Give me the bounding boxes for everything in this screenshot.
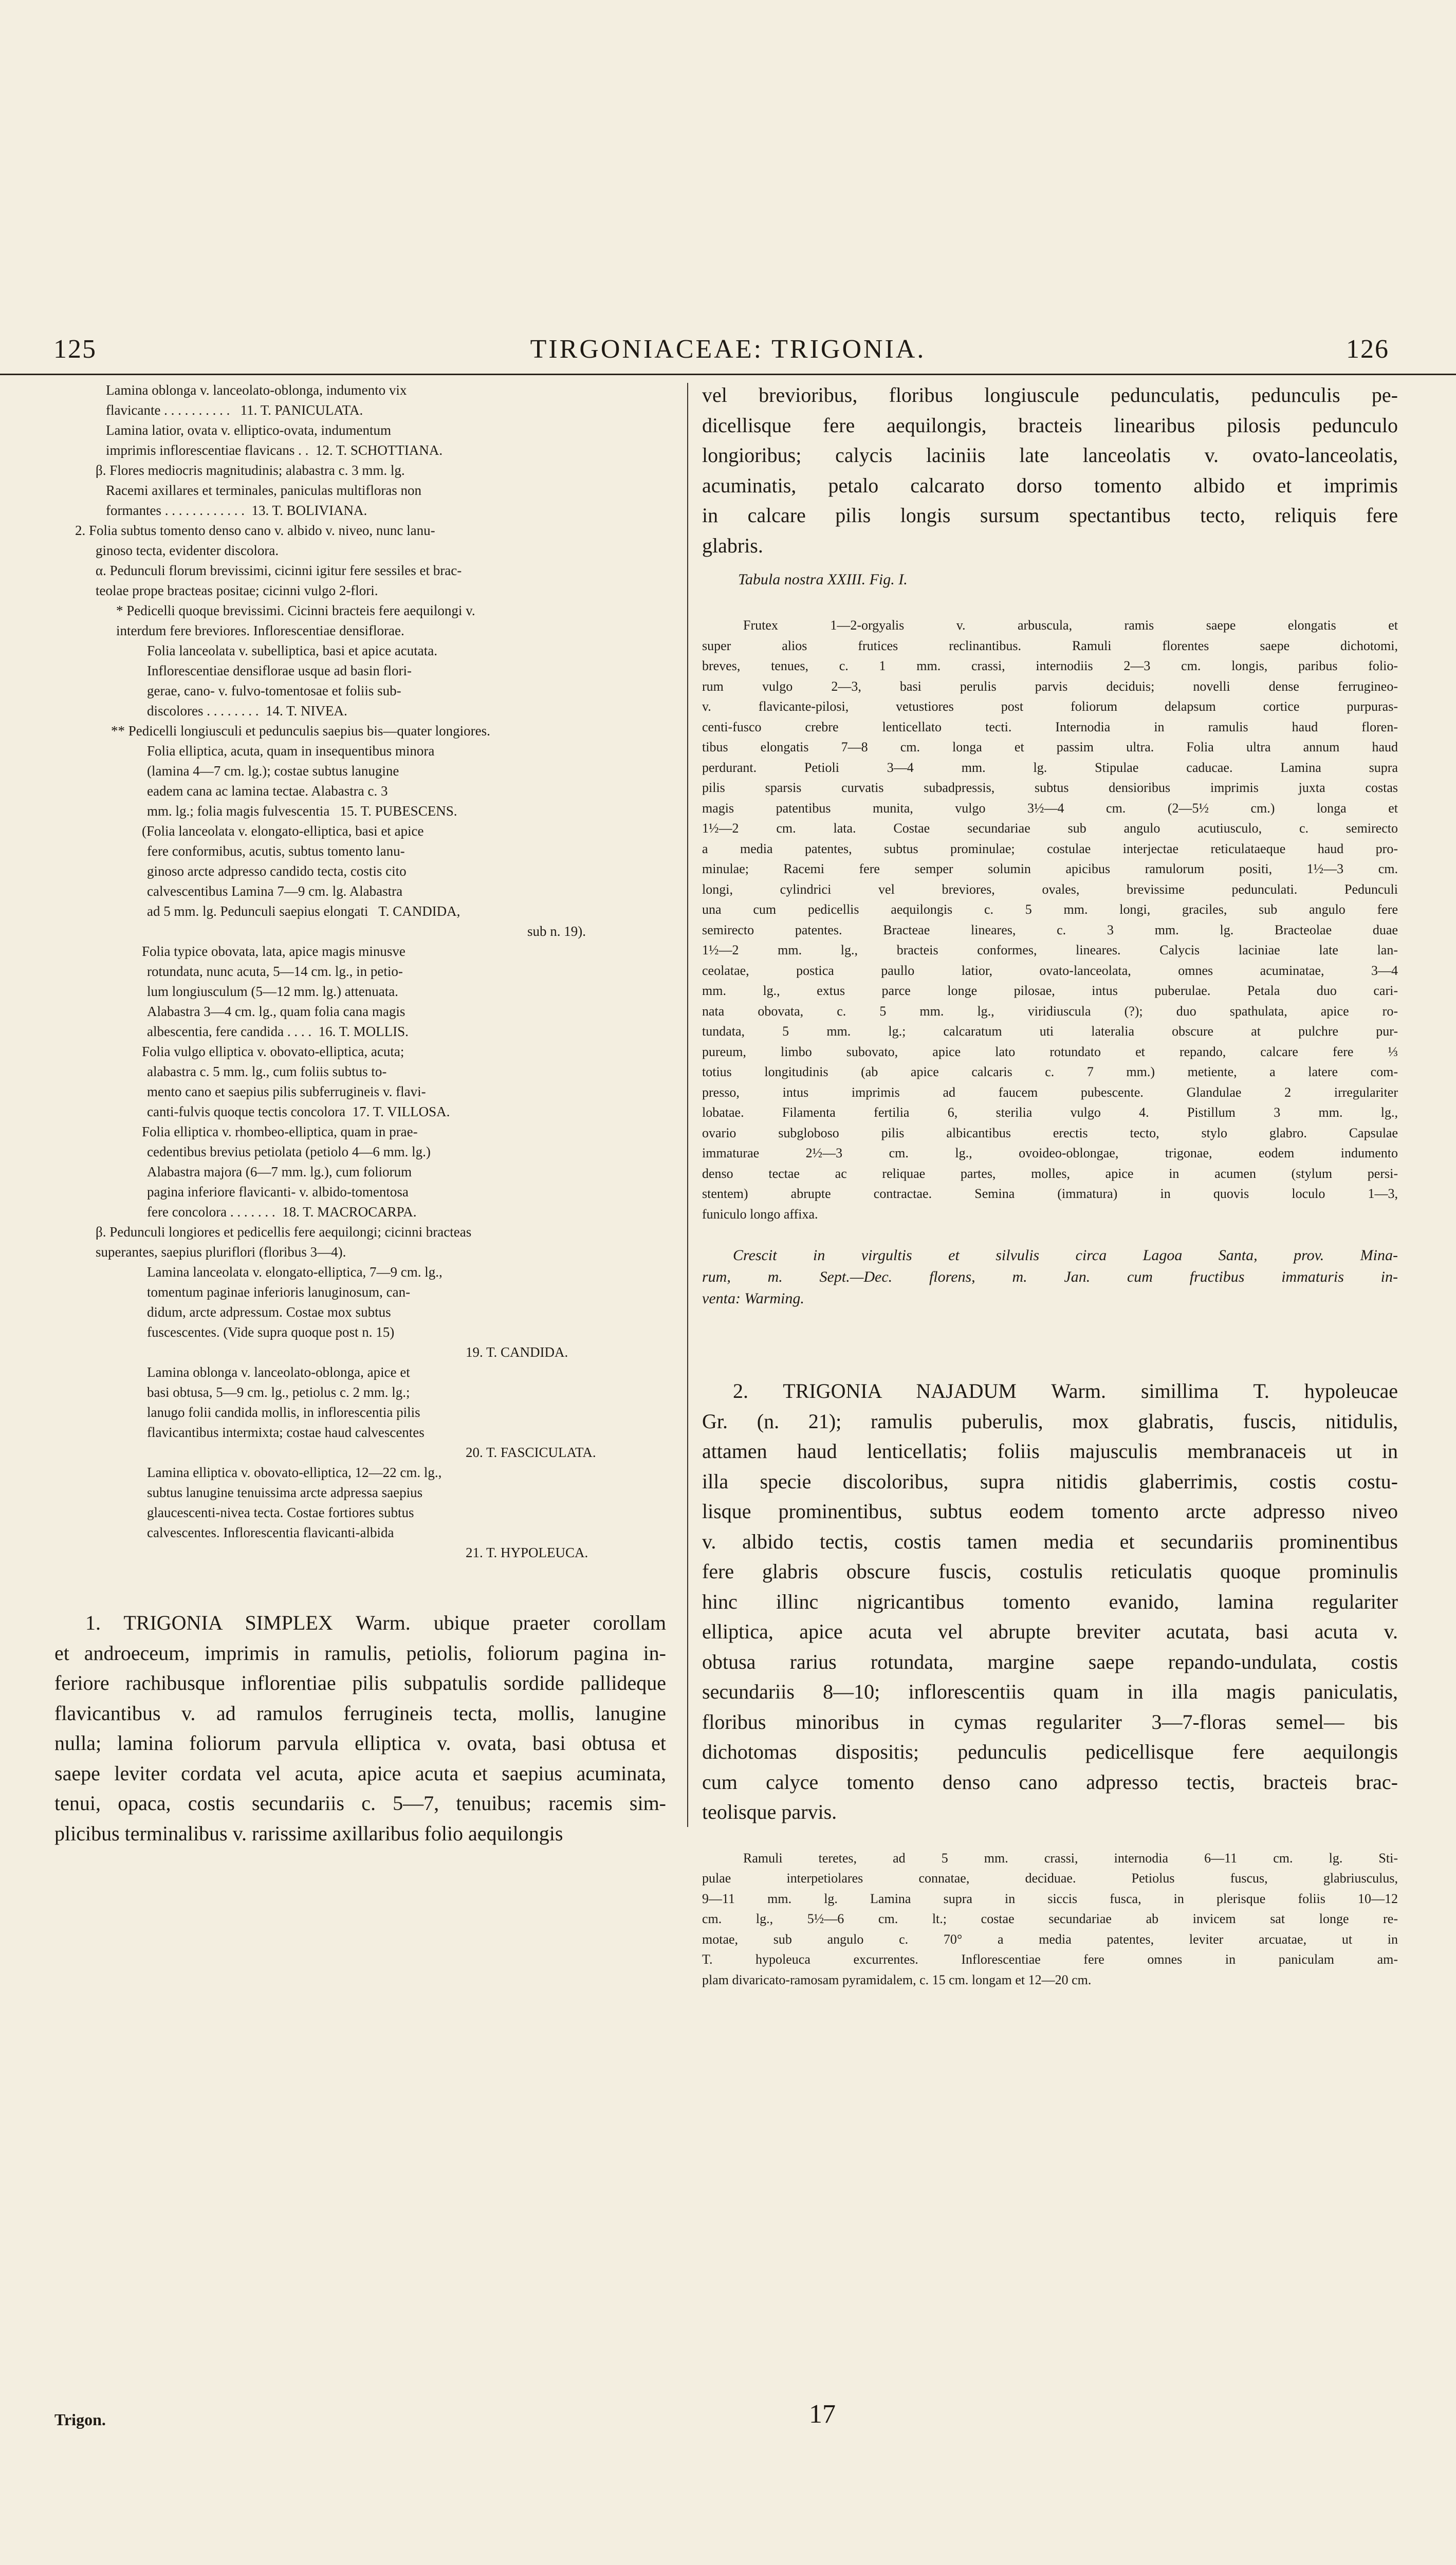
running-title: TIRGONIACEAE: TRIGONIA. <box>530 335 926 364</box>
text-line: ceolatae, postica paullo latior, ovato-lanceolata, omnes acuminatae, 3—4 <box>702 963 1398 978</box>
key-line: β. Pedunculi longiores et pedicellis fere aequilongi; cicinni bracteas <box>96 1224 472 1240</box>
key-line: superantes, saepius pluriflori (floribus 3—4). <box>96 1244 346 1260</box>
text-line: teolisque parvis. <box>702 1800 837 1823</box>
spacer <box>702 1224 1398 1245</box>
key-line: gerae, cano- v. fulvo-tomentosae et foliis sub- <box>147 683 401 698</box>
key-line: Lamina elliptica v. obovato-elliptica, 12—22 cm. lg., <box>147 1465 442 1480</box>
text-line: nulla; lamina foliorum parvula elliptica v. ovata, basi obtusa et <box>54 1731 666 1755</box>
text-line: 1½—2 mm. lg., bracteis conformes, lineares. Calycis laciniae late lan- <box>702 943 1398 957</box>
key-line: ginoso tecta, evidenter discolora. <box>96 543 279 558</box>
simplex-description <box>702 615 1398 1224</box>
text-line: v. albido tectis, costis tamen media et secundariis prominentibus <box>702 1529 1398 1553</box>
text-line: floribus minoribus in cymas regulariter 3—7-floras semel— bis <box>702 1710 1398 1733</box>
text-line: et androeceum, imprimis in ramulis, petiolis, foliorum pagina in- <box>54 1641 666 1665</box>
key-line: mento cano et saepius pilis subferrugineis v. flavi- <box>147 1084 426 1099</box>
text-line: una cum pedicellis aequilongis c. 5 mm. longi, graciles, sub angulo fere <box>702 902 1398 917</box>
key-line: Lamina oblonga v. lanceolato-oblonga, indumento vix <box>106 382 407 398</box>
key-line: interdum fere breviores. Inflorescentiae densiflorae. <box>116 623 404 638</box>
key-line: didum, arcte adpressum. Costae mox subtus <box>147 1304 391 1320</box>
key-line: flavicante . . . . . . . . . . 11. T. PANICULATA. <box>106 402 363 418</box>
text-line: v. flavicante-pilosi, vetustiores post foliorum delapsum cortice purpuras- <box>702 699 1398 714</box>
key-line: alabastra c. 5 mm. lg., cum foliis subtus to- <box>147 1064 387 1079</box>
key-line: 19. T. CANDIDA. <box>466 1344 568 1360</box>
text-line: centi-fusco crebre lenticellato tecti. Internodia in ramulis haud floren- <box>702 719 1398 734</box>
key-line: pagina inferiore flavicanti- v. albido-tomentosa <box>147 1184 409 1200</box>
key-line: fere conformibus, acutis, subtus tomento lanu- <box>147 843 405 859</box>
key-line: Folia elliptica, acuta, quam in insequentibus minora <box>147 743 435 759</box>
najadum-description <box>702 1848 1398 1990</box>
species-najadum-diagnosis <box>702 1376 1398 1828</box>
key-line: sub n. 19). <box>527 924 586 939</box>
text-line: ovario subgloboso pilis albicantibus erectis tecto, stylo glabro. Capsulae <box>702 1125 1398 1140</box>
habitat-note <box>702 1245 1398 1309</box>
key-line: flavicantibus intermixta; costae haud calvescentes <box>147 1425 425 1440</box>
key-line: lanugo folii candida mollis, in inflorescentia pilis <box>147 1405 420 1420</box>
text-line: feriore rachibusque inflorentiae pilis subpatulis sordide pallideque <box>54 1671 666 1694</box>
column-separator <box>687 383 688 1827</box>
text-line: magis patentibus munita, vulgo 3½—4 cm. (2—5½ cm.) longa et <box>702 800 1398 816</box>
right-column <box>702 380 1398 1990</box>
left-column <box>54 380 666 1849</box>
key-line: formantes . . . . . . . . . . . . 13. T. BOLIVIANA. <box>106 503 367 518</box>
text-line: T. hypoleuca excurrentes. Inflorescentiae fere omnes in paniculam am- <box>702 1952 1398 1967</box>
text-line: lisque prominentibus, subtus eodem tomento arcte adpresso niveo <box>702 1500 1398 1523</box>
text-line: Ramuli teretes, ad 5 mm. crassi, internodia 6—11 cm. lg. Sti- <box>743 1850 1398 1866</box>
spacer <box>702 1309 1398 1376</box>
key-line: glaucescenti-nivea tecta. Costae fortiores subtus <box>147 1505 414 1520</box>
spacer <box>702 597 1398 615</box>
key-line: Lamina oblonga v. lanceolato-oblonga, apice et <box>147 1364 410 1380</box>
text-line: rum, m. Sept.—Dec. florens, m. Jan. cum fructibus immaturis in- <box>702 1268 1398 1285</box>
key-line: calvescentes. Inflorescentia flavicanti-albida <box>147 1525 394 1540</box>
key-line: calvescentibus Lamina 7—9 cm. lg. Alabastra <box>147 883 403 899</box>
text-line: 9—11 mm. lg. Lamina supra in siccis fusca, in plerisque foliis 10—12 <box>702 1891 1398 1906</box>
text-line: funiculo longo affixa. <box>702 1206 818 1222</box>
text-line: hinc illinc nigricantibus tomento evanido, lamina regulariter <box>702 1590 1398 1613</box>
text-line: illa specie discoloribus, supra nitidis glaberrimis, costis costu- <box>702 1469 1398 1493</box>
text-line: immaturae 2½—3 cm. lg., ovoideo-oblongae, trigonae, eodem indumento <box>702 1146 1398 1160</box>
key-line: (Folia lanceolata v. elongato-elliptica, basi et apice <box>142 823 424 839</box>
text-line: presso, intus imprimis ad faucem pubescente. Glandulae 2 irregulariter <box>702 1084 1398 1100</box>
key-line: Inflorescentiae densiflorae usque ad basin flori- <box>147 663 412 678</box>
key-line: canti-fulvis quoque tectis concolora 17. T. VILLOSA. <box>147 1104 450 1119</box>
key-line: fere concolora . . . . . . . 18. T. MACROCARPA. <box>147 1204 417 1220</box>
text-line: Crescit in virgultis et silvulis circa Lagoa Santa, prov. Mina- <box>733 1247 1398 1264</box>
text-line: cum calyce tomento denso cano adpresso tectis, bracteis brac- <box>702 1770 1398 1794</box>
key-line: Alabastra 3—4 cm. lg., quam folia cana magis <box>147 1004 406 1019</box>
key-line: * Pedicelli quoque brevissimi. Cicinni bracteis fere aequilongi v. <box>116 603 475 618</box>
text-line: minulae; Racemi fere semper solumin apicibus ramulorum positi, 1½—3 cm. <box>702 861 1398 876</box>
key-line: (lamina 4—7 cm. lg.); costae subtus lanugine <box>147 763 399 779</box>
plate-reference: Tabula nostra XXIII. Fig. I. <box>738 571 908 588</box>
text-line: elliptica, apice acuta vel abrupte breviter acutata, basi acuta v. <box>702 1620 1398 1643</box>
text-line: secundariis 8—10; inflorescentiis quam in illa magis paniculatis, <box>702 1680 1398 1703</box>
key-line: Lamina lanceolata v. elongato-elliptica, 7—9 cm. lg., <box>147 1264 443 1280</box>
text-line: obtusa rarius rotundata, margine saepe repando-undulata, costis <box>702 1650 1398 1673</box>
text-line: lobatae. Filamenta fertilia 6, sterilia vulgo 4. Pistillum 3 mm. lg., <box>702 1105 1398 1120</box>
text-line: nata obovata, c. 5 mm. lg., viridiuscula (?); duo spathulata, apice ro- <box>702 1003 1398 1019</box>
text-line: 2. TRIGONIA NAJADUM Warm. simillima T. hypoleucae <box>733 1379 1398 1403</box>
key-line: Folia typice obovata, lata, apice magis minusve <box>142 944 406 959</box>
key-line: fuscescentes. (Vide supra quoque post n. 15) <box>147 1324 395 1340</box>
text-line: longi, cylindrici vel breviores, ovales, brevissime pedunculati. Pedunculi <box>702 881 1398 897</box>
text-line: dichotomas dispositis; pedunculis pedicellisque fere aequilongis <box>702 1740 1398 1763</box>
text-line: longioribus; calycis laciniis late lanceolatis v. ovato-lanceolatis, <box>702 444 1398 467</box>
text-line: pureum, limbo subovato, apice lato rotundato et repando, calcare fere ⅓ <box>702 1044 1398 1059</box>
key-line: Folia elliptica v. rhombeo-elliptica, quam in prae- <box>142 1124 418 1139</box>
text-line: tibus elongatis 7—8 cm. longa et passim ultra. Folia ultra annum haud <box>702 740 1398 754</box>
printer-signature: Trigon. <box>54 2410 106 2429</box>
text-line: dicellisque fere aequilongis, bracteis linearibus pilosis pedunculo <box>702 413 1398 437</box>
text-line: glabris. <box>702 533 763 557</box>
key-line: α. Pedunculi florum brevissimi, cicinni igitur fere sessiles et brac- <box>96 563 462 578</box>
text-line: vel brevioribus, floribus longiuscule pedunculatis, pedunculis pe- <box>702 383 1398 407</box>
text-line: denso tectae ac reliquae partes, molles, apice in acumen (stylum persi- <box>702 1166 1398 1181</box>
text-line: cm. lg., 5½—6 cm. lt.; costae secundariae ab invicem sat longe re- <box>702 1911 1398 1926</box>
text-line: 1½—2 cm. lata. Costae secundariae sub angulo acutiusculo, c. semirecto <box>702 821 1398 836</box>
text-line: mm. lg., extus parce longe pilosae, intus puberulae. Petala duo cari- <box>702 983 1398 998</box>
page-number-left: 125 <box>53 335 97 364</box>
text-line: breves, tenues, c. 1 mm. crassi, internodiis 2—3 cm. longis, paribus folio- <box>702 658 1398 673</box>
text-line: saepe leviter cordata vel acuta, apice acuta et saepius acuminata, <box>54 1761 666 1785</box>
species-simplex-diagnosis <box>54 1608 666 1849</box>
text-line: plicibus terminalibus v. rarissime axillaribus folio aequilongis <box>54 1821 563 1845</box>
key-line: imprimis inflorescentiae flavicans . . 12. T. SCHOTTIANA. <box>106 442 443 458</box>
key-line: ** Pedicelli longiusculi et pedunculis saepius bis—quater longiores. <box>111 723 490 739</box>
text-line: in calcare pilis longis sursum spectantibus tecto, reliquis fere <box>702 504 1398 527</box>
text-line: perdurant. Petioli 3—4 mm. lg. Stipulae caducae. Lamina supra <box>702 760 1398 775</box>
page-header <box>0 334 1456 370</box>
text-line: semirecto patentes. Bracteae lineares, c. 3 mm. lg. Bracteolae duae <box>702 922 1398 937</box>
text-line: tenui, opaca, costis secundariis c. 5—7, tenuibus; racemis sim- <box>54 1792 666 1815</box>
identification-key <box>54 380 666 1563</box>
key-line: ginoso arcte adpresso candido tecta, costis cito <box>147 863 407 879</box>
spacer <box>702 561 1398 571</box>
page-number-right: 126 <box>1346 335 1389 364</box>
key-line: cedentibus brevius petiolata (petiolo 4—6 mm. lg.) <box>147 1144 431 1159</box>
key-line: Folia lanceolata v. subelliptica, basi et apice acutata. <box>147 643 438 658</box>
key-line: lum longiusculum (5—12 mm. lg.) attenuata. <box>147 984 398 999</box>
key-line: Lamina latior, ovata v. elliptico-ovata, indumentum <box>106 422 392 438</box>
text-line: fere glabris obscure fuscis, costulis reticulatis quoque prominulis <box>702 1560 1398 1583</box>
key-line: eadem cana ac lamina tectae. Alabastra c. 3 <box>147 783 388 799</box>
sheet-number: 17 <box>809 2400 836 2429</box>
key-line: Folia vulgo elliptica v. obovato-elliptica, acuta; <box>142 1044 404 1059</box>
text-line: Gr. (n. 21); ramulis puberulis, mox glabratis, fuscis, nitidulis, <box>702 1409 1398 1433</box>
text-line: pulae interpetiolares connatae, deciduae. Petiolus fuscus, glabriusculus, <box>702 1871 1398 1886</box>
key-line: 20. T. FASCICULATA. <box>466 1445 596 1460</box>
key-line: Racemi axillares et terminales, paniculas multifloras non <box>106 483 422 498</box>
text-line: pilis sparsis curvatis subadpressis, subtus densioribus imprimis juxta costas <box>702 780 1398 795</box>
text-line: plam divaricato-ramosam pyramidalem, c. 15 cm. longam et 12—20 cm. <box>702 1972 1092 1987</box>
key-line: teolae prope bracteas positae; cicinni vulgo 2-flori. <box>96 583 378 598</box>
text-line: attamen haud lenticellatis; foliis majusculis membranaceis ut in <box>702 1440 1398 1463</box>
key-line: tomentum paginae inferioris lanuginosum, can- <box>147 1284 411 1300</box>
text-line: motae, sub angulo c. 70° a media patentes, leviter arcuatae, ut in <box>702 1931 1398 1947</box>
text-line: totius longitudinis (ab apice calcaris c. 7 mm.) metiente, a latere com- <box>702 1064 1398 1079</box>
text-line: rum vulgo 2—3, basi perulis parvis deciduis; novelli dense ferrugineo- <box>702 678 1398 694</box>
text-line: tundata, 5 mm. lg.; calcaratum uti lateralia obscure at pulchre pur- <box>702 1024 1398 1039</box>
key-line: subtus lanugine tenuissima arcte adpressa saepius <box>147 1485 423 1500</box>
key-line: 2. Folia subtus tomento denso cano v. albido v. niveo, nunc lanu- <box>75 523 435 538</box>
header-rule <box>0 374 1456 375</box>
text-line: super alios frutices reclinantibus. Ramuli florentes saepe dichotomi, <box>702 638 1398 653</box>
spacer <box>54 1563 666 1608</box>
spacer <box>702 1828 1398 1848</box>
key-line: basi obtusa, 5—9 cm. lg., petiolus c. 2 mm. lg.; <box>147 1385 410 1400</box>
text-line: a media patentes, subtus prominulae; costulae interjectae reticulataeque haud pro- <box>702 841 1398 856</box>
key-line: Alabastra majora (6—7 mm. lg.), cum foliorum <box>147 1164 412 1179</box>
key-line: mm. lg.; folia magis fulvescentia 15. T. PUBESCENS. <box>147 803 457 819</box>
key-line: albescentia, fere candida . . . . 16. T. MOLLIS. <box>147 1024 409 1039</box>
text-line: venta: Warming. <box>702 1290 804 1307</box>
text-line: acuminatis, petalo calcarato dorso tomento albido et imprimis <box>702 473 1398 497</box>
key-line: rotundata, nunc acuta, 5—14 cm. lg., in petio- <box>147 964 403 979</box>
key-line: β. Flores mediocris magnitudinis; alabastra c. 3 mm. lg. <box>96 463 405 478</box>
text-line: stentem) abrupte contractae. Semina (immatura) in quovis loculo 1—3, <box>702 1186 1398 1201</box>
simplex-diagnosis-continuation <box>702 380 1398 561</box>
text-line: flavicantibus v. ad ramulos ferrugineis tecta, mollis, lanugine <box>54 1701 666 1725</box>
text-line: Frutex 1—2-orgyalis v. arbuscula, ramis saepe elongatis et <box>743 618 1398 633</box>
text-line: 1. TRIGONIA SIMPLEX Warm. ubique praeter corollam <box>85 1611 666 1634</box>
key-line: 21. T. HYPOLEUCA. <box>466 1545 588 1560</box>
key-line: ad 5 mm. lg. Pedunculi saepius elongati T. CANDIDA, <box>147 903 460 919</box>
key-line: discolores . . . . . . . . 14. T. NIVEA. <box>147 703 347 718</box>
